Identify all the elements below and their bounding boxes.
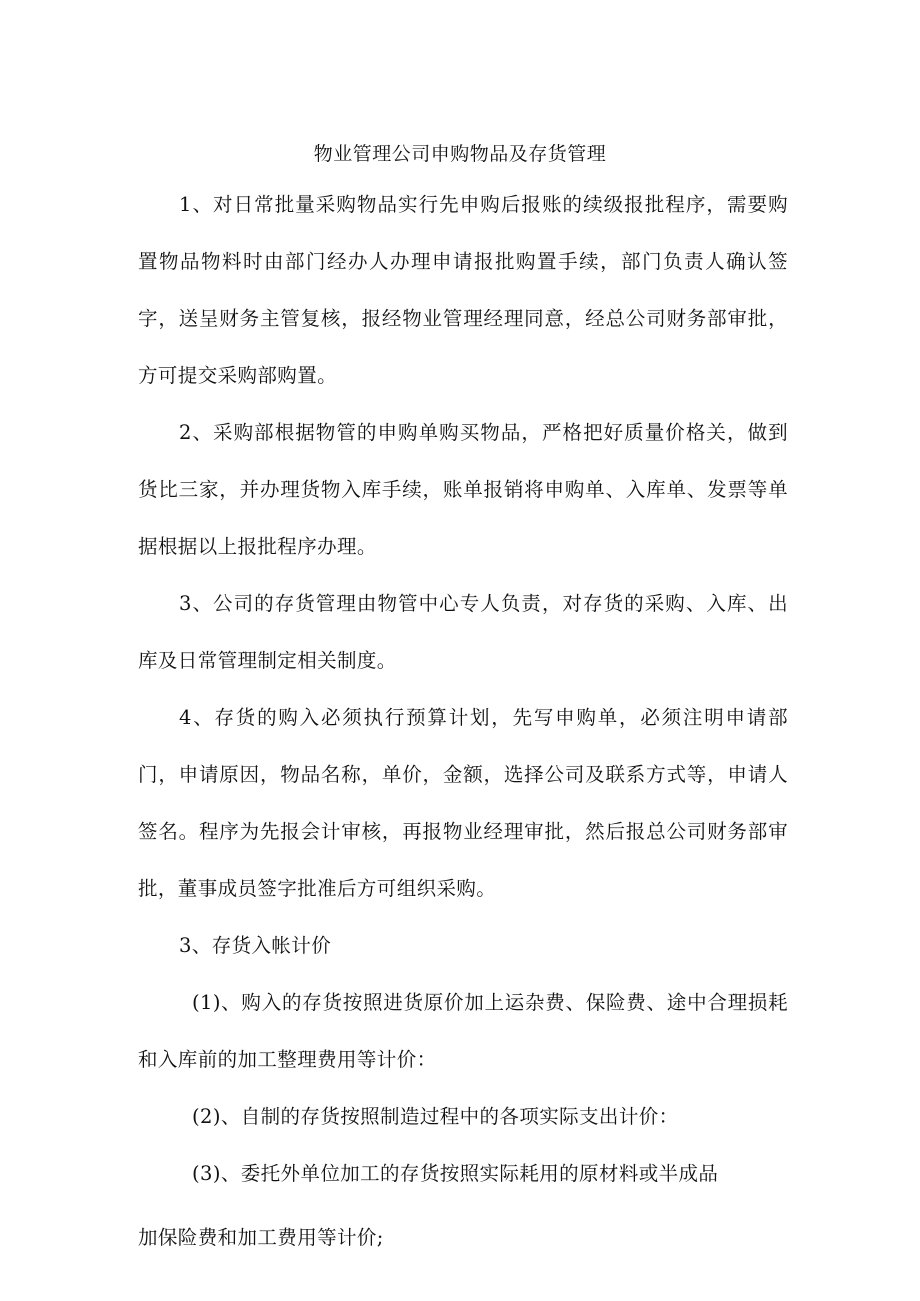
document-body <box>138 176 788 1266</box>
section-heading-valuation: 3、存货入帐计价 <box>179 934 332 957</box>
line-spacer <box>138 1202 788 1209</box>
paragraph-1: 1、对日常批量采购物品实行先申购后报账的续级报批程序，需要购置物品物料时由部门经办人办理申请报批购置手续，部门负责人确认签字，送呈财务主管复核，报经物业管理经理同意，经总公司财务部审批，方可提交采购部购置。 <box>138 193 788 387</box>
list-item-3: (3)、委托外单位加工的存货按照实际耗用的原材料或半成品 <box>192 1162 719 1185</box>
document-title: 物业管理公司申购物品及存货管理 <box>313 143 607 165</box>
paragraph-4: 4、存货的购入必须执行预算计划，先写申购单，必须注明申请部门，申请原因，物品名称，单价，金额，选择公司及联系方式等，申请人签名。程序为先报会计审核，再报物业经理审批，然后报总公司财务部审批，董事成员签字批准后方可组织采购。 <box>138 706 788 900</box>
paragraph-3: 3、公司的存货管理由物管中心专人负责，对存货的采购、入库、出库及日常管理制定相关制度。 <box>138 592 788 672</box>
list-item-1: (1)、购入的存货按照进货原价加上运杂费、保险费、途中合理损耗和入库前的加工整理费用等计价： <box>138 991 788 1071</box>
list-item-2: (2)、自制的存货按照制造过程中的各项实际支出计价： <box>192 1105 679 1128</box>
list-item-3-continuation: 加保险费和加工费用等计价; <box>138 1226 384 1249</box>
paragraph-2: 2、采购部根据物管的申购单购买物品，严格把好质量价格关，做到货比三家，并办理货物入库手续，账单报销将申购单、入库单、发票等单据根据以上报批程序办理。 <box>138 421 788 558</box>
